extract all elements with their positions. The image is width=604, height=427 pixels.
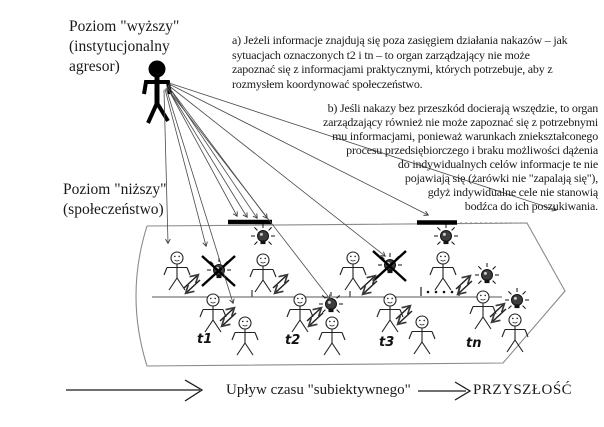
upper-level-line: Poziom "wyższy" — [69, 18, 180, 35]
time-axis-caption: Upływ czasu "subiektywnego" — [226, 382, 411, 398]
annotation-b — [323, 101, 598, 213]
person-icon — [409, 316, 435, 354]
upper-level-line: (instytucjonalny — [69, 38, 170, 55]
time-label-t3: t3 — [379, 335, 395, 350]
annotation-b-line: zarządzający również nie może zapoznać się z potrzebnymi — [323, 115, 598, 129]
upper-level-line: agresor) — [69, 58, 120, 75]
annotation-a-line: a) Jeżeli informacje znajdują się poza zasięgiem działania nakazów – jak — [232, 33, 568, 47]
exchange-arrows-icon — [220, 308, 236, 326]
exchange-arrows-icon — [273, 275, 289, 293]
crossed-lightbulb-icon — [373, 251, 406, 281]
annotation-a-line: rozmysłem koordynować społeczeństwo. — [232, 76, 423, 91]
annotation-b-line: mu informacjami, ponieważ warunkach zniekształconego — [332, 129, 598, 143]
person-icon — [164, 252, 190, 290]
annotation-b-line: pojawiają się (żarówki nie "zapalają się"), — [404, 171, 598, 185]
lower-level-label — [63, 180, 167, 220]
annotation-b-line: do indywidualnych celów informacje te nie — [397, 157, 598, 171]
exchange-arrows-icon — [307, 308, 323, 326]
annotation-a-line: sytuacjach oznaczonych t2 i tn – to organ zarządzający nie może — [232, 47, 530, 62]
person-icon — [232, 317, 258, 355]
crossed-lightbulb-icon — [202, 256, 235, 286]
person-icon — [377, 294, 403, 332]
lower-level-line: (społeczeństwo) — [63, 201, 164, 218]
time-axis-arrow — [66, 380, 202, 401]
lightbulb-icon — [505, 288, 529, 309]
time-label-t1: t1 — [197, 332, 213, 347]
future-arrow — [418, 382, 470, 400]
person-icon — [340, 252, 366, 290]
annotation-a-line: zapoznać się z informacjami praktycznymi, których potrzebuje, aby z — [232, 62, 553, 76]
time-label-t2: t2 — [285, 333, 301, 348]
lightbulb-icon — [251, 224, 275, 245]
future-caption: PRZYSZŁOŚĆ — [473, 382, 573, 398]
lower-level-line: Poziom "niższy" — [63, 181, 167, 198]
annotation-b-line: b) Jeśli nakazy bez przeszkód docierają wszędzie, to organ — [327, 101, 598, 115]
annotation-b-line: procesu przedsiębiorczego i braku możliwości dążenia — [346, 143, 598, 157]
person-icon — [502, 314, 528, 352]
lightbulb-icon — [434, 224, 458, 245]
exchange-arrows-icon — [396, 306, 412, 324]
exchange-arrows-icon — [184, 275, 200, 293]
person-icon — [250, 254, 276, 292]
person-icon — [200, 294, 226, 332]
ellipsis-dots — [427, 291, 454, 294]
lightbulb-icon — [475, 263, 499, 284]
person-icon — [430, 252, 456, 290]
lightbulb-icon — [319, 292, 343, 313]
annotation-a — [232, 33, 567, 91]
upper-level-label — [69, 17, 179, 77]
annotation-b-line: bodźca do ich poszukiwania. — [464, 199, 598, 213]
person-icon — [287, 294, 313, 332]
annotation-b-line: gdyż indywidualne cele nie stanowią — [427, 185, 598, 199]
time-label-tn: tn — [466, 336, 482, 351]
person-icon — [319, 317, 345, 355]
